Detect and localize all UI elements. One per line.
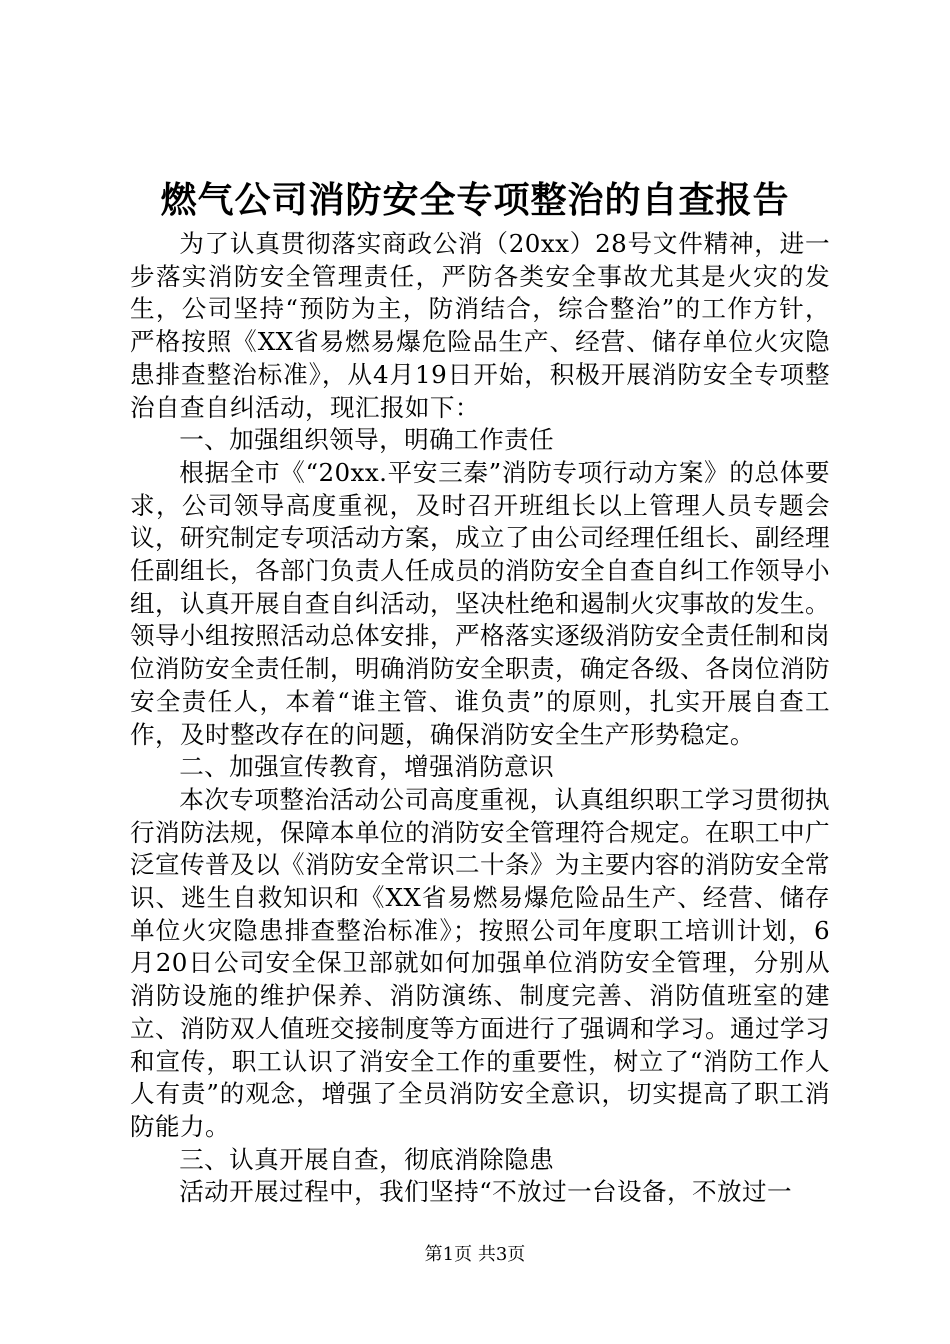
page-footer: 第1页 共3页 bbox=[424, 1244, 526, 1265]
paragraph-section-1: 根据全市《“20xx.平安三秦”消防专项行动方案》的总体要求，公司领导高度重视，及时召开班组长以上管理人员专题会议，研究制定专项活动方案，成立了由公司经理任组长、副经理任副组长，各部门负责人任成员的消防安全自查自纠工作领导小组，认真开展自查自纠活动，坚决杜绝和遏制火灾事故的发生。领导小组按照活动总体安排，严格落实逐级消防安全责任制和岗位消防安全责任制，明确消防安全职责，确定各级、各岗位消防安全责任人，本着“谁主管、谁负责”的原则，扎实开展自查工作，及时整改存在的问题，确保消防安全生产形势稳定。 bbox=[130, 457, 830, 749]
section-heading-2: 二、加强宣传教育，增强消防意识 bbox=[179, 752, 555, 782]
section-heading-1: 一、加强组织领导，明确工作责任 bbox=[179, 425, 555, 455]
paragraph-intro: 为了认真贯彻落实商政公消（20xx）28号文件精神，进一步落实消防安全管理责任，严防各类安全事故尤其是火灾的发生，公司坚持“预防为主，防消结合，综合整治”的工作方针，严格按照《XX省易燃易爆危险品生产、经营、储存单位火灾隐患排查整治标准》，从4月19日开始，积极开展消防安全专项整治自查自纠活动，现汇报如下： bbox=[130, 229, 830, 422]
paragraph-section-3: 活动开展过程中，我们坚持“不放过一台设备，不放过一 bbox=[179, 1177, 793, 1207]
document-title: 燃气公司消防安全专项整治的自查报告 bbox=[160, 179, 790, 221]
document-body bbox=[130, 228, 830, 1209]
section-heading-3: 三、认真开展自查，彻底消除隐患 bbox=[179, 1144, 555, 1174]
paragraph-section-2: 本次专项整治活动公司高度重视，认真组织职工学习贯彻执行消防法规，保障本单位的消防安全管理符合规定。在职工中广泛宣传普及以《消防安全常识二十条》为主要内容的消防安全常识、逃生自救知识和《XX省易燃易爆危险品生产、经营、储存单位火灾隐患排查整治标准》；按照公司年度职工培训计划，6月20日公司安全保卫部就如何加强单位消防安全管理，分别从消防设施的维护保养、消防演练、制度完善、消防值班室的建立、消防双人值班交接制度等方面进行了强调和学习。通过学习和宣传，职工认识了消安全工作的重要性，树立了“消防工作人人有责”的观念，增强了全员消防安全意识，切实提高了职工消防能力。 bbox=[130, 784, 830, 1141]
